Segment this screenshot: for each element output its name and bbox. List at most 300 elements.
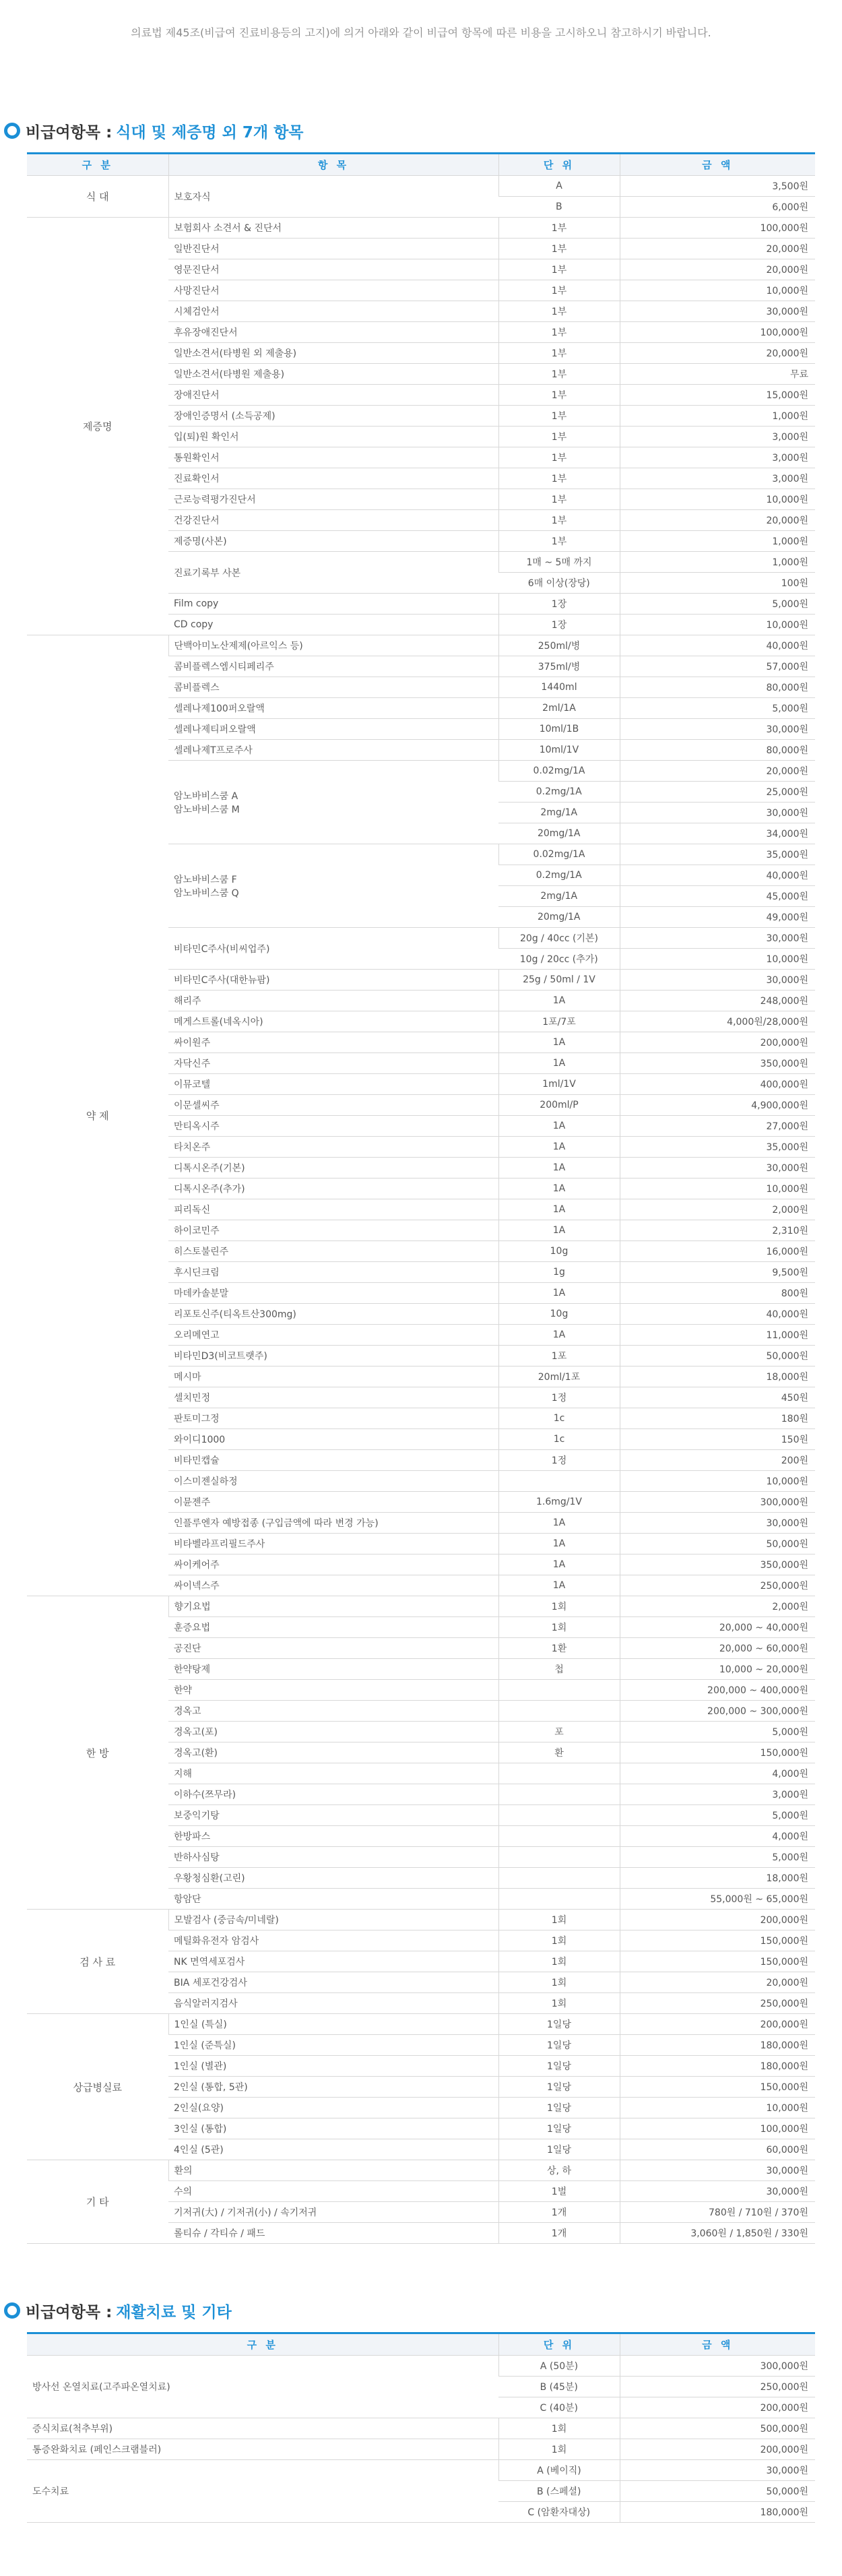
unit-cell: 1부 [498,259,620,280]
table-row [27,1596,815,1617]
item-name-cell: 와이디1000 [168,1429,498,1450]
table-row [27,2356,815,2377]
item-name-cell: 후유장애진단서 [168,322,498,343]
price-cell: 180,000원 [620,2056,815,2077]
price-cell: 20,000원 [620,259,815,280]
unit-cell [498,1889,620,1910]
item-name-cell: 리포토신주(티옥트산300mg) [168,1304,498,1325]
price-cell: 250,000원 [620,1575,815,1596]
item-name-cell: 진료확인서 [168,468,498,489]
item-name-cell: NK 면역세포검사 [168,1951,498,1972]
price-cell: 18,000원 [620,1366,815,1387]
price-cell: 80,000원 [620,740,815,761]
unit-cell: 0.02mg/1A [498,761,620,782]
section1-title-accent: 식대 및 제증명 외 7개 항목 [116,123,304,142]
price-cell: 30,000원 [620,970,815,991]
price-cell: 200,000 ~ 400,000원 [620,1680,815,1701]
unit-cell: 200ml/P [498,1095,620,1116]
price-cell: 2,000원 [620,1199,815,1220]
unit-cell: 1A [498,1116,620,1137]
unit-cell: 1회 [498,1930,620,1951]
price-cell: 10,000원 [620,1179,815,1199]
unit-cell: 250ml/병 [498,635,620,656]
item-name-cell: 2인실 (통합, 5관) [168,2077,498,2098]
price-cell: 4,000원 [620,1826,815,1847]
price-cell: 15,000원 [620,385,815,406]
unit-cell: 1일당 [498,2014,620,2035]
item-name-cell: 사망진단서 [168,280,498,301]
price-cell: 40,000원 [620,865,815,886]
price-cell: 200,000원 [620,1032,815,1053]
item-name-cell: 이뮤코텔 [168,1074,498,1095]
price-cell: 30,000원 [620,301,815,322]
category-cell: 제증명 [27,218,168,635]
price-cell: 40,000원 [620,635,815,656]
item-name-cell: 비타민C주사(대한뉴팜) [168,970,498,991]
item-name-cell: 건강진단서 [168,510,498,531]
price-cell: 4,000원/28,000원 [620,1011,815,1032]
unit-cell: C (암환자대상) [498,2502,620,2523]
unit-cell: 10g [498,1241,620,1262]
item-name-cell: 메게스트롤(네옥시아) [168,1011,498,1032]
unit-cell: 1A [498,1554,620,1575]
unit-cell [498,1701,620,1722]
unit-cell: 1일당 [498,2098,620,2118]
category-cell: 기 타 [27,2160,168,2244]
section1-title-prefix: 비급여항목 : [26,123,112,142]
price-cell: 200,000원 [620,2397,815,2418]
item-name-cell: 디톡시온주(기본) [168,1158,498,1179]
unit-cell [498,1868,620,1889]
item-name-cell: 피리독신 [168,1199,498,1220]
price-cell: 1,000원 [620,406,815,427]
item-name-cell: 셀레나제티퍼오랄액 [168,719,498,740]
unit-cell: 1포/7포 [498,1011,620,1032]
price-cell: 200,000 ~ 300,000원 [620,1701,815,1722]
unit-cell: 0.02mg/1A [498,844,620,865]
unit-cell: 1부 [498,218,620,239]
item-name-cell: 한방파스 [168,1826,498,1847]
unit-cell: 첩 [498,1659,620,1680]
table-row [27,1910,815,1930]
table-row [27,2460,815,2481]
item-name-cell: 자닥신주 [168,1053,498,1074]
unit-cell: 1회 [498,1972,620,1993]
item-name-cell: 이하수(쯔무라) [168,1784,498,1805]
unit-cell: 1c [498,1408,620,1429]
item-name-cell: 암노바비스쿰 A 암노바비스쿰 M [168,761,498,844]
unit-cell: 1A [498,1513,620,1534]
price-cell: 10,000원 [620,949,815,970]
price-cell: 20,000 ~ 60,000원 [620,1638,815,1659]
item-name-cell: 셀레나제100퍼오랄액 [168,698,498,719]
unit-cell: 1부 [498,468,620,489]
price-cell: 30,000원 [620,803,815,823]
item-name-cell: 모발검사 (중금속/미네랄) [168,1910,498,1930]
unit-cell: 1부 [498,364,620,385]
table-row [27,2439,815,2460]
item-name-cell: 지해 [168,1763,498,1784]
price-cell: 45,000원 [620,886,815,907]
item-name-cell: 경옥고(포) [168,1722,498,1742]
unit-cell: 0.2mg/1A [498,782,620,803]
section2-title [0,2297,842,2324]
price-cell: 180,000원 [620,2502,815,2523]
category-cell: 한 방 [27,1596,168,1910]
unit-cell: 1회 [498,1617,620,1638]
unit-cell: 1회 [498,1993,620,2014]
price-cell: 3,500원 [620,176,815,197]
bullet-circle-icon [4,123,20,139]
item-name-cell: 향기요법 [168,1596,498,1617]
price-cell: 250,000원 [620,2377,815,2397]
item-name-cell: 보험회사 소견서 & 진단서 [168,218,498,239]
unit-cell: 1부 [498,385,620,406]
item-name-cell: 셀레나제T프로주사 [168,740,498,761]
unit-cell: 1A [498,991,620,1011]
price-cell: 5,000원 [620,698,815,719]
category-cell: 검 사 료 [27,1910,168,2014]
item-name-cell: 메틸화유전자 암검사 [168,1930,498,1951]
price-cell: 5,000원 [620,594,815,615]
table-row [27,176,815,197]
price-cell: 200,000원 [620,2439,815,2460]
price-cell: 16,000원 [620,1241,815,1262]
price-cell: 9,500원 [620,1262,815,1283]
unit-cell: A (50분) [498,2356,620,2377]
unit-cell: B (45분) [498,2377,620,2397]
section2-title-prefix: 비급여항목 : [26,2303,112,2321]
item-name-cell: 통원확인서 [168,447,498,468]
price-cell: 1,000원 [620,531,815,552]
unit-cell: B [498,197,620,218]
price-cell: 30,000원 [620,928,815,949]
price-cell: 30,000원 [620,1513,815,1534]
item-name-cell: 경옥고 [168,1701,498,1722]
item-name-cell: 싸이원주 [168,1032,498,1053]
item-name-cell: 인플루엔자 예방접종 (구입금액에 따라 변경 가능) [168,1513,498,1534]
price-cell: 2,310원 [620,1220,815,1241]
item-name-cell: 비타벨라프리필드주사 [168,1534,498,1554]
item-name-cell: 진료기록부 사본 [168,552,498,594]
price-cell: 10,000원 [620,615,815,635]
price-cell: 800원 [620,1283,815,1304]
header-category: 구 분 [27,2333,498,2356]
price-cell: 100,000원 [620,218,815,239]
item-name-cell: 한약탕제 [168,1659,498,1680]
price-cell: 10,000 ~ 20,000원 [620,1659,815,1680]
table-header-row [27,2333,815,2356]
price-cell: 400,000원 [620,1074,815,1095]
item-name-cell: 비타민캡슐 [168,1450,498,1471]
unit-cell: 1A [498,1158,620,1179]
item-name-cell: 1인실 (특실) [168,2014,498,2035]
item-name-cell: 3인실 (통합) [168,2118,498,2139]
table-row [27,2014,815,2035]
item-name-cell: 일반소견서(타병원 외 제출용) [168,343,498,364]
item-name-cell: 일반진단서 [168,239,498,259]
item-name-cell: 입(퇴)원 확인서 [168,427,498,447]
item-name-cell: BIA 세포건강검사 [168,1972,498,1993]
item-name-cell: 메시마 [168,1366,498,1387]
unit-cell: 상, 하 [498,2160,620,2181]
unit-cell: 1포 [498,1346,620,1366]
unit-cell: 1.6mg/1V [498,1492,620,1513]
price-cell: 200원 [620,1450,815,1471]
unit-cell: 1회 [498,1951,620,1972]
unit-cell: 1g [498,1262,620,1283]
price-cell: 350,000원 [620,1053,815,1074]
notice-text: 의료법 제45조(비급여 진료비용등의 고지)에 의거 아래와 같이 비급여 항목에 따른 비용을 고시하오니 참고하시기 바랍니다. [131,26,711,39]
unit-cell: 1부 [498,531,620,552]
item-name-cell: 2인실(요양) [168,2098,498,2118]
table-row [27,635,815,656]
price-cell: 10,000원 [620,2098,815,2118]
item-name-cell: 시체검안서 [168,301,498,322]
unit-cell: 1장 [498,615,620,635]
unit-cell: 1A [498,1325,620,1346]
unit-cell: 1c [498,1429,620,1450]
unit-cell: 1A [498,1179,620,1199]
item-name-cell: 증식치료(척추부위) [27,2418,498,2439]
category-cell: 상급병실료 [27,2014,168,2160]
price-cell: 34,000원 [620,823,815,844]
price-cell: 100,000원 [620,322,815,343]
item-name-cell: 후시딘크림 [168,1262,498,1283]
item-name-cell: 환의 [168,2160,498,2181]
price-cell: 10,000원 [620,280,815,301]
price-cell: 180,000원 [620,2035,815,2056]
unit-cell [498,1847,620,1868]
price-cell: 49,000원 [620,907,815,928]
price-cell: 5,000원 [620,1722,815,1742]
unit-cell: 1정 [498,1450,620,1471]
bullet-circle-icon [4,2302,20,2319]
item-name-cell: 이문셀씨주 [168,1095,498,1116]
unit-cell: 1부 [498,489,620,510]
item-name-cell: 1인실 (준특실) [168,2035,498,2056]
unit-cell: 10g / 20cc (추가) [498,949,620,970]
unit-cell: 1A [498,1575,620,1596]
item-name-cell: 셀치민정 [168,1387,498,1408]
unit-cell: 1일당 [498,2056,620,2077]
price-cell: 450원 [620,1387,815,1408]
item-name-cell: 타치온주 [168,1137,498,1158]
item-name-cell: 암노바비스쿰 F 암노바비스쿰 Q [168,844,498,928]
unit-cell: 1A [498,1053,620,1074]
item-name-cell: 이뮨젠주 [168,1492,498,1513]
price-cell: 4,000원 [620,1763,815,1784]
price-cell: 3,000원 [620,1784,815,1805]
price-cell: 4,900,000원 [620,1095,815,1116]
unit-cell: A [498,176,620,197]
unit-cell [498,1763,620,1784]
unit-cell: 1A [498,1032,620,1053]
price-cell: 20,000원 [620,343,815,364]
unit-cell: 1부 [498,510,620,531]
header-price: 금 액 [620,154,815,176]
item-name-cell: 항암단 [168,1889,498,1910]
price-cell: 2,000원 [620,1596,815,1617]
price-cell: 50,000원 [620,2481,815,2502]
item-name-cell: 보호자식 [168,176,498,218]
item-name-cell: 1인실 (별관) [168,2056,498,2077]
item-name-cell: 일반소견서(타병원 제출용) [168,364,498,385]
category-cell: 식 대 [27,176,168,218]
price-cell: 20,000원 [620,1972,815,1993]
item-name-cell: 우황청심환(고린) [168,1868,498,1889]
unit-cell: 20mg/1A [498,823,620,844]
unit-cell: 10ml/1V [498,740,620,761]
price-cell: 3,000원 [620,447,815,468]
price-cell: 40,000원 [620,1304,815,1325]
item-name-cell: CD copy [168,615,498,635]
unit-cell: 1A [498,1534,620,1554]
unit-cell: C (40분) [498,2397,620,2418]
item-name-cell: 롤티슈 / 각티슈 / 패드 [168,2223,498,2244]
item-name-cell: 비타민D3(비코트랫주) [168,1346,498,1366]
price-cell: 500,000원 [620,2418,815,2439]
price-cell: 20,000원 [620,761,815,782]
unit-cell: 1장 [498,594,620,615]
item-name-cell: 만티옥시주 [168,1116,498,1137]
unit-cell: 1회 [498,1910,620,1930]
section2-title-accent: 재활치료 및 기타 [116,2303,232,2321]
unit-cell: 1매 ~ 5매 까지 [498,552,620,573]
unit-cell: 1환 [498,1638,620,1659]
item-name-cell: 싸이넥스주 [168,1575,498,1596]
unit-cell: 1일당 [498,2118,620,2139]
price-cell: 5,000원 [620,1847,815,1868]
price-cell: 35,000원 [620,844,815,865]
item-name-cell: 해리주 [168,991,498,1011]
unit-cell: 1부 [498,447,620,468]
unit-cell: 1440ml [498,677,620,698]
header-item: 항 목 [168,154,498,176]
unit-cell: 1부 [498,301,620,322]
item-name-cell: 장애진단서 [168,385,498,406]
price-cell: 300,000원 [620,1492,815,1513]
item-name-cell: 음식알러지검사 [168,1993,498,2014]
unit-cell: A (베이직) [498,2460,620,2481]
category-cell: 약 제 [27,635,168,1596]
price-cell: 300,000원 [620,2356,815,2377]
item-name-cell: 디톡시온주(추가) [168,1179,498,1199]
price-cell: 150원 [620,1429,815,1450]
unit-cell: 1부 [498,239,620,259]
unit-cell: 20mg/1A [498,907,620,928]
unit-cell: 6매 이상(장당) [498,573,620,594]
unit-cell: 1A [498,1283,620,1304]
price-cell: 20,000 ~ 40,000원 [620,1617,815,1638]
unit-cell [498,1784,620,1805]
unit-cell: 20ml/1포 [498,1366,620,1387]
price-cell: 780원 / 710원 / 370원 [620,2202,815,2223]
price-cell: 50,000원 [620,1346,815,1366]
item-name-cell: 훈증요법 [168,1617,498,1638]
item-name-cell: 영문진단서 [168,259,498,280]
unit-cell: 2mg/1A [498,803,620,823]
unit-cell: 25g / 50ml / 1V [498,970,620,991]
price-cell: 150,000원 [620,2077,815,2098]
item-name-cell: 히스토불린주 [168,1241,498,1262]
unit-cell: 1부 [498,280,620,301]
price-cell: 3,060원 / 1,850원 / 330원 [620,2223,815,2244]
price-cell: 30,000원 [620,719,815,740]
price-cell: 150,000원 [620,1930,815,1951]
table-row [27,2418,815,2439]
price-cell: 150,000원 [620,1742,815,1763]
item-name-cell: 장애인증명서 (소득공제) [168,406,498,427]
price-cell: 20,000원 [620,510,815,531]
unit-cell: 1부 [498,322,620,343]
price-cell: 100원 [620,573,815,594]
price-cell: 248,000원 [620,991,815,1011]
price-cell: 11,000원 [620,1325,815,1346]
unit-cell: 1부 [498,406,620,427]
table-row [27,218,815,239]
item-name-cell: 하이코민주 [168,1220,498,1241]
unit-cell: 1회 [498,2418,620,2439]
unit-cell: 10ml/1B [498,719,620,740]
price-cell: 30,000원 [620,2460,815,2481]
item-name-cell: 방사선 온열치료(고주파온열치료) [27,2356,498,2418]
price-cell: 1,000원 [620,552,815,573]
unit-cell: 20g / 40cc (기본) [498,928,620,949]
unit-cell: B (스페셜) [498,2481,620,2502]
item-name-cell: 오리메연고 [168,1325,498,1346]
price-cell: 30,000원 [620,1158,815,1179]
unit-cell: 375ml/병 [498,656,620,677]
table-header-row [27,154,815,176]
unit-cell: 1개 [498,2223,620,2244]
unit-cell [498,1471,620,1492]
price-cell: 100,000원 [620,2118,815,2139]
item-name-cell: 콤비플렉스 [168,677,498,698]
unit-cell: 0.2mg/1A [498,865,620,886]
price-cell: 60,000원 [620,2139,815,2160]
fee-table-rehab [27,2332,815,2523]
item-name-cell: 한약 [168,1680,498,1701]
unit-cell [498,1826,620,1847]
unit-cell: 1회 [498,2439,620,2460]
unit-cell: 1정 [498,1387,620,1408]
header-category: 구 분 [27,154,168,176]
header-unit: 단 위 [498,2333,620,2356]
item-name-cell: 단백아미노산제제(아르익스 등) [168,635,498,656]
section1-title [0,117,842,144]
item-name-cell: 경옥고(환) [168,1742,498,1763]
header-price: 금 액 [620,2333,815,2356]
item-name-cell: 마데카솔분말 [168,1283,498,1304]
price-cell: 18,000원 [620,1868,815,1889]
price-cell: 20,000원 [620,239,815,259]
price-cell: 10,000원 [620,1471,815,1492]
unit-cell: 1일당 [498,2077,620,2098]
header-unit: 단 위 [498,154,620,176]
item-name-cell: 통증완화치료 (페인스크램블러) [27,2439,498,2460]
price-cell: 200,000원 [620,1910,815,1930]
unit-cell: 1개 [498,2202,620,2223]
item-name-cell: 싸이케어주 [168,1554,498,1575]
price-cell: 27,000원 [620,1116,815,1137]
unit-cell: 1A [498,1137,620,1158]
price-cell: 30,000원 [620,2160,815,2181]
price-cell: 무료 [620,364,815,385]
unit-cell: 포 [498,1722,620,1742]
unit-cell: 1A [498,1220,620,1241]
price-cell: 55,000원 ~ 65,000원 [620,1889,815,1910]
